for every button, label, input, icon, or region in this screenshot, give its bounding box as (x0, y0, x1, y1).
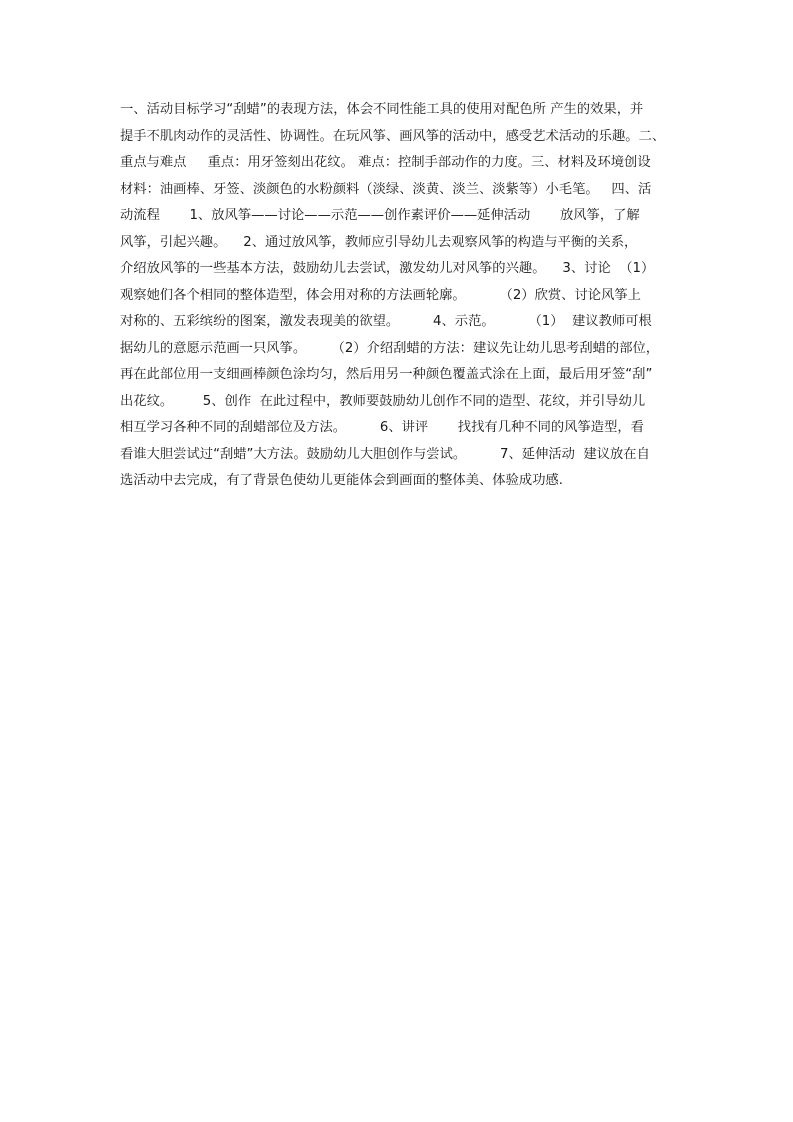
text-line-15: 选活动中去完成，有了背景色使幼儿更能体会到画面的整体美、体验成功感. (120, 473, 564, 488)
text-line-6: 风筝，引起兴趣。 2、通过放风筝，教师应引导幼儿去观察风筝的构造与平衡的关系， (120, 234, 638, 250)
document-body (120, 97, 676, 495)
text-line-12: 出花纹。 5、创作 在此过程中，教师要鼓励幼儿创作不同的造型、花纹，并引导幼儿 (120, 393, 646, 409)
text-line-3: 重点与难点 重点：用牙签刻出花纹。 难点：控制手部动作的力度。三、材料及环境创设 (120, 155, 651, 170)
text-line-7: 介绍放风筝的一些基本方法，鼓励幼儿去尝试，激发幼儿对风筝的兴趣。 3、讨论 （1） (120, 261, 655, 276)
text-line-4: 材料：油画棒、牙签、淡颜色的水粉颜料（淡绿、淡黄、淡兰、淡紫等）小毛笔。 四、活 (120, 181, 652, 197)
text-line-1: 一、活动目标学习“刮蜡”的表现方法，体会不同性能工具的使用对配色所 产生的效果，并 (120, 102, 644, 117)
text-line-14: 看谁大胆尝试过“刮蜡”大方法。鼓励幼儿大胆创作与尝试。 7、延伸活动 建议放在自 (120, 446, 650, 462)
text-line-13: 相互学习各种不同的刮蜡部位及方法。 6、讲评 找找有几种不同的风筝造型，看 (120, 420, 644, 435)
text-line-10: 据幼儿的意愿示范画一只风筝。 （2）介绍刮蜡的方法：建议先让幼儿思考刮蜡的部位， (120, 340, 660, 356)
text-line-9: 对称的、五彩缤纷的图案，激发表现美的欲望。 4、示范。 （1） 建议教师可根 (120, 314, 652, 329)
text-line-11: 再在此部位用一支细画棒颜色涂均匀，然后用另一种颜色覆盖式涂在上面，最后用牙签“刮” (120, 367, 653, 382)
text-line-8: 观察她们各个相同的整体造型，体会用对称的方法画轮廓。 （2）欣赏、讨论风筝上 (120, 287, 641, 303)
text-line-5: 动流程 1、放风筝——讨论——示范——创作素评价——延伸活动 放风筝，了解 (120, 208, 640, 223)
text-line-2: 提手不肌肉动作的灵活性、协调性。在玩风筝、画风筝的活动中，感受艺术活动的乐趣。二、 (120, 128, 666, 144)
